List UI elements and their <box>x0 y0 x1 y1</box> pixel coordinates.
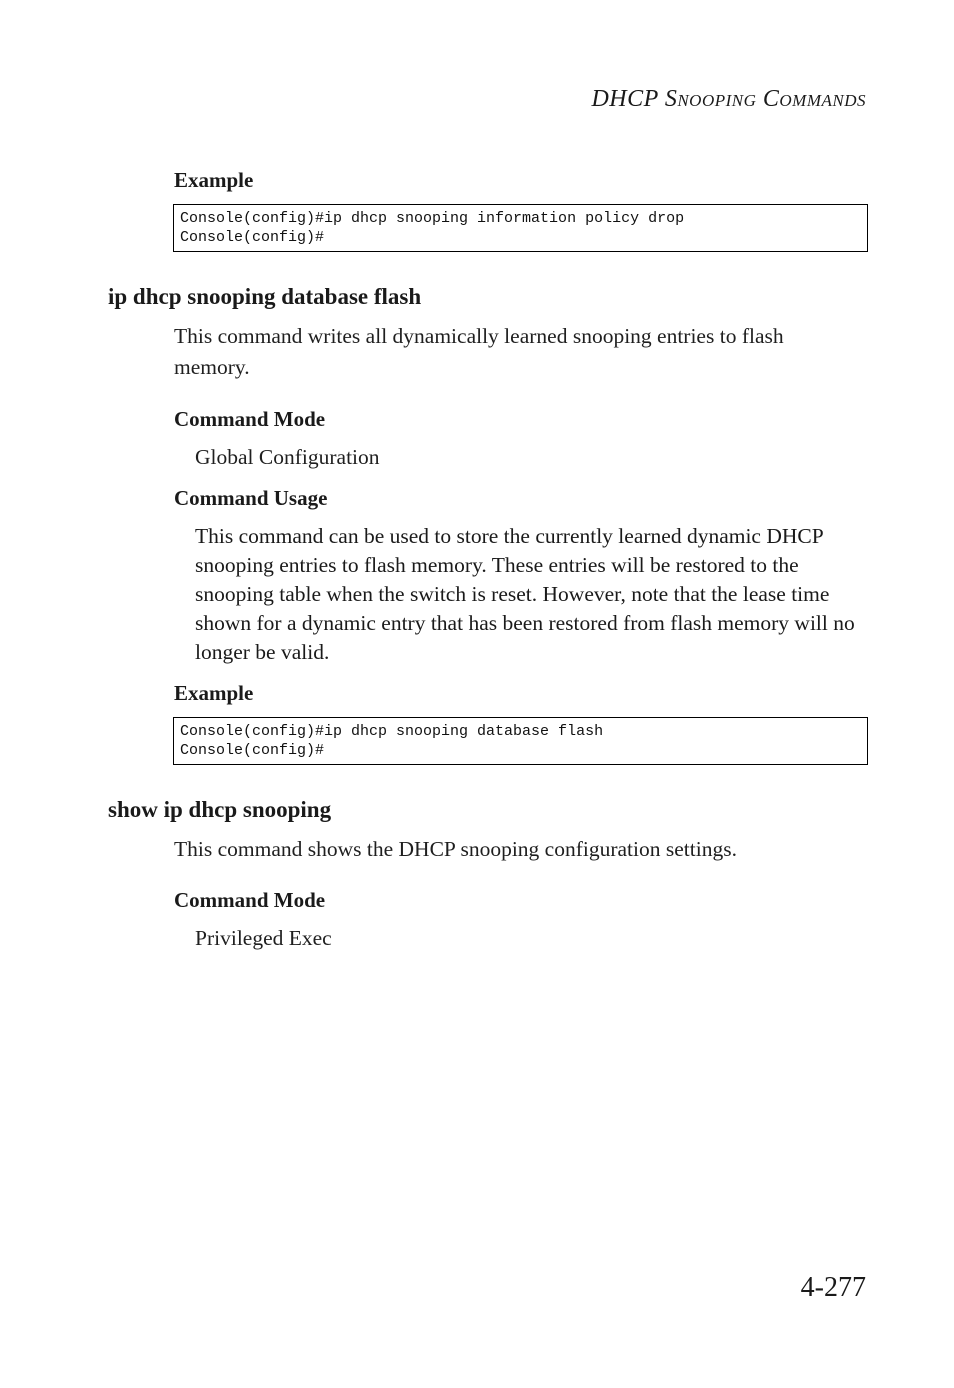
command-mode-value: Global Configuration <box>195 445 380 469</box>
command-title-show-snooping: show ip dhcp snooping <box>108 797 332 822</box>
page-number: 4-277 <box>800 1272 866 1303</box>
example-heading-1: Example <box>174 168 254 192</box>
code-line: Console(config)#ip dhcp snooping information policy drop <box>180 210 685 227</box>
command-mode-value: Privileged Exec <box>195 926 332 950</box>
command-usage-heading: Command Usage <box>174 486 328 510</box>
command-mode-heading: Command Mode <box>174 407 326 431</box>
command-mode-heading: Command Mode <box>174 888 326 912</box>
command-description: This command shows the DHCP snooping configuration settings. <box>174 837 737 861</box>
code-block-2 <box>173 717 868 765</box>
command-usage-text: This command can be used to store the currently learned dynamic DHCP snooping entries to flash memory. These entries will be restored to the snooping table when the switch is reset. However, note that the lease time shown for a dynamic entry that has been restored from flash memory will no longer be valid. <box>195 524 855 664</box>
example-heading-2: Example <box>174 681 254 705</box>
running-header: DHCP Snooping Commands <box>591 86 866 112</box>
code-block-1 <box>173 204 868 252</box>
code-line: Console(config)# <box>180 742 325 759</box>
code-line: Console(config)#ip dhcp snooping database flash <box>180 723 604 740</box>
command-description: This command writes all dynamically learned snooping entries to flash memory. <box>174 324 784 379</box>
command-title-database-flash: ip dhcp snooping database flash <box>108 284 422 309</box>
code-line: Console(config)# <box>180 229 325 246</box>
